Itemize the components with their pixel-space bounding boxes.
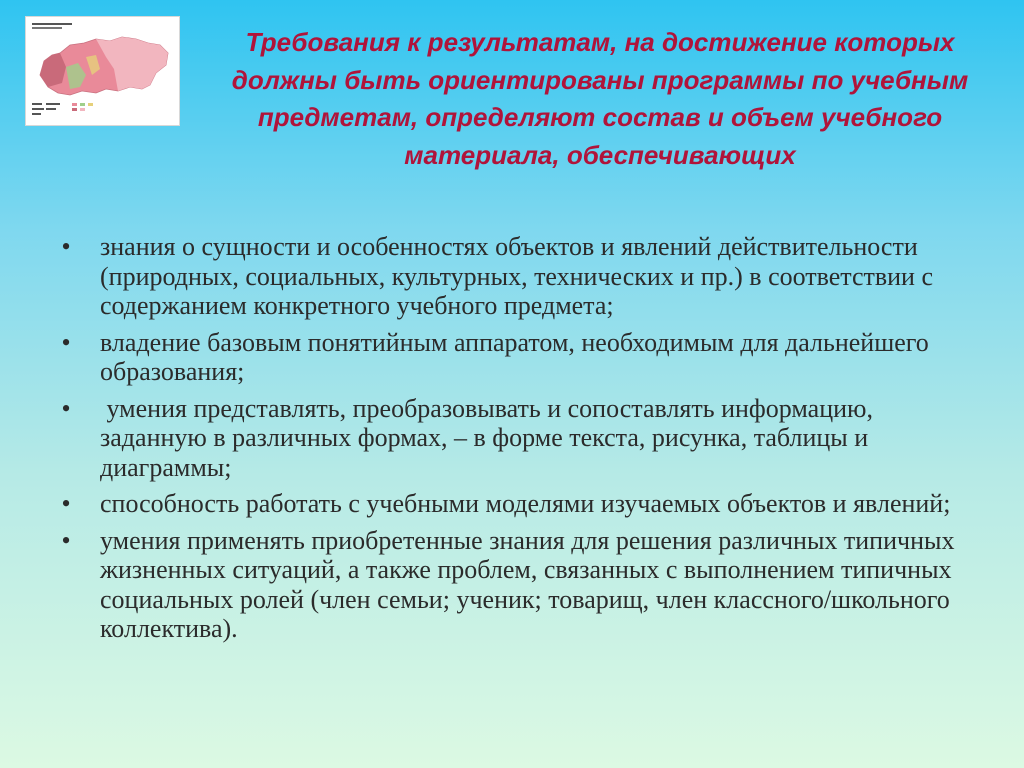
list-item xyxy=(56,394,986,483)
list-item xyxy=(56,328,986,387)
list-item-text: умения применять приобретенные знания для решения различных типичных жизненных ситуаций, а также проблем, связанных с выполнением типичных социальных ролей (член семьи; ученик; товарищ, член классного/школьного коллектива). xyxy=(100,525,955,643)
list-item xyxy=(56,232,986,321)
list-item xyxy=(56,526,986,644)
list-item-text: владение базовым понятийным аппаратом, необходимым для дальнейшего образования; xyxy=(100,327,929,386)
bullet-icon: • xyxy=(61,393,71,423)
bullet-icon: • xyxy=(61,232,71,261)
bullet-icon: • xyxy=(61,327,71,357)
russia-map-thumbnail xyxy=(25,16,180,126)
slide-title: Требования к результатам, на достижение которых должны быть ориентированы программы по учебным предметам, определяют состав и объем учебного материала, обеспечивающих xyxy=(231,27,969,170)
list-item xyxy=(56,489,986,519)
list-item-text: умения представлять, преобразовывать и сопоставлять информацию, заданную в различных формах, – в форме текста, рисунка, таблицы и диаграммы; xyxy=(100,393,880,482)
map-image xyxy=(26,17,179,125)
bullet-icon: • xyxy=(61,525,71,555)
list-item-text: способность работать с учебными моделями изучаемых объектов и явлений; xyxy=(100,489,951,518)
bullet-icon: • xyxy=(61,489,71,518)
list-item-text: знания о сущности и особенностях объектов и явлений действительности (природных, социальных, культурных, технических и пр.) в соответствии с содержанием конкретного учебного предмета; xyxy=(100,232,934,320)
requirements-list xyxy=(56,232,986,651)
